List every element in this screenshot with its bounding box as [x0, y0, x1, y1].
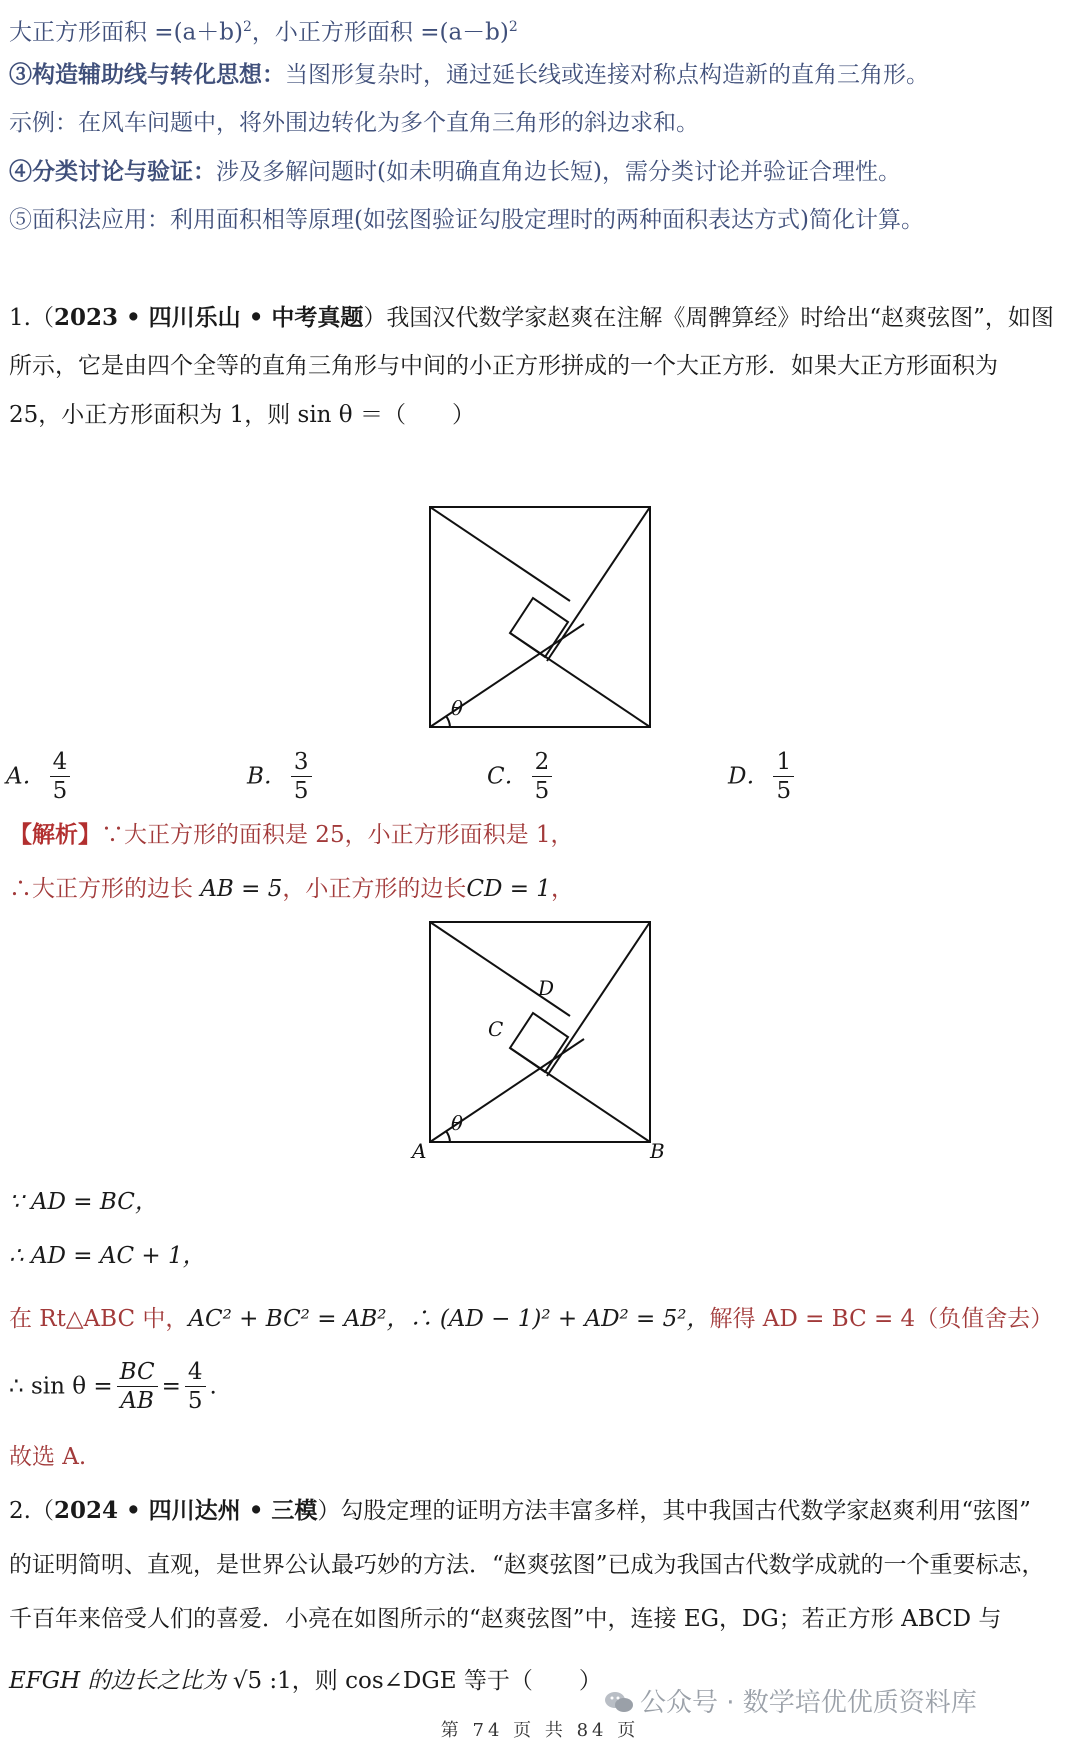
- zhao-shuang-diagram-2: [408, 918, 672, 1162]
- inner-square: [510, 598, 568, 657]
- method-5-line: ⑤面积法应用：利用面积相等原理(如弦图验证勾股定理时的两种面积表达方式)简化计算。: [9, 207, 924, 233]
- q2-line2: 的证明简明、直观，是世界公认最巧妙的方法．“赵爽弦图”已成为我国古代数学成就的一个重要标志，: [9, 1552, 1045, 1578]
- inner-square: [510, 1013, 568, 1072]
- angle-arc: [446, 716, 450, 727]
- method-4-line: ④分类讨论与验证：涉及多解问题时(如未明确直角边长短)，需分类讨论并验证合理性。: [9, 158, 901, 185]
- zhao-shuang-diagram-1: [428, 505, 652, 729]
- q1-line3: 25，小正方形面积为 1，则 sin θ ＝（ ）: [9, 402, 475, 428]
- q2-line4: EFGH 的边长之比为 √5 :1，则 cos∠DGE 等于（ ）: [9, 1668, 602, 1694]
- point-d-label: D: [538, 976, 555, 1000]
- q1-line1: 1.（2023 • 四川乐山 • 中考真题）我国汉代数学家赵爽在注解《周髀算经》时给出“赵爽弦图”，如图: [9, 304, 1054, 331]
- wechat-icon: [604, 1690, 634, 1714]
- q2-line3: 千百年来倍受人们的喜爱．小亮在如图所示的“赵爽弦图”中，连接 EG，DG；若正方形 ABCD 与: [9, 1606, 1002, 1632]
- hypotenuse-2: [430, 922, 570, 1016]
- solution-line4: ∴ AD = AC + 1，: [9, 1243, 206, 1269]
- area-formula-line: 大正方形面积 $=(a+b)^2$，小正方形面积 $=(a-b)^2$: [9, 19, 518, 46]
- solution-answer: 故选 A.: [9, 1444, 87, 1470]
- outer-square: [430, 507, 650, 727]
- hypotenuse-3: [547, 922, 650, 1076]
- theta-label: θ: [451, 696, 464, 720]
- outer-square: [430, 922, 650, 1142]
- option-c: C． $\frac{2}{5}$: [487, 748, 556, 805]
- q1-line2: 所示，它是由四个全等的直角三角形与中间的小正方形拼成的一个大正方形．如果大正方形面积为: [9, 353, 998, 379]
- solution-line6: ∴ sin θ = $\frac{BC}{AB}$ = $\frac{4}{5}$ .: [9, 1359, 217, 1414]
- solution-line3: ∵ AD = BC，: [9, 1189, 158, 1215]
- q2-line1: 2.（2024 • 四川达州 • 三模）勾股定理的证明方法丰富多样，其中我国古代数学家赵爽利用“弦图”: [9, 1497, 1031, 1524]
- hypotenuse-2: [430, 507, 570, 601]
- angle-arc: [446, 1131, 450, 1142]
- point-c-label: C: [488, 1017, 504, 1041]
- page-footer: 第 74 页 共 84 页: [440, 1720, 640, 1741]
- method-3-line: ③构造辅助线与转化思想：当图形复杂时，通过延长线或连接对称点构造新的直角三角形。: [9, 61, 929, 88]
- option-d: D． $\frac{1}{5}$: [728, 748, 798, 805]
- point-b-label: B: [650, 1139, 665, 1162]
- wechat-watermark: 公众号 · 数学培优优质资料库: [604, 1682, 977, 1719]
- theta-label: θ: [451, 1111, 464, 1135]
- solution-line1: 【解析】∵大正方形的面积是 25，小正方形面积是 1，: [9, 821, 574, 848]
- option-a: A． $\frac{4}{5}$: [6, 748, 74, 805]
- hypotenuse-3: [547, 507, 650, 661]
- solution-line5: 在 Rt△ABC 中，AC² + BC² = AB²，∴ (AD − 1)² + AD² = 5²，解得 AD = BC = 4（负值舍去）: [9, 1306, 1054, 1332]
- point-a-label: A: [412, 1139, 427, 1162]
- solution-line2: ∴大正方形的边长 AB = 5，小正方形的边长CD = 1，: [9, 876, 574, 902]
- example-line: 示例：在风车问题中，将外围边转化为多个直角三角形的斜边求和。: [9, 110, 699, 136]
- option-b: B． $\frac{3}{5}$: [247, 748, 316, 805]
